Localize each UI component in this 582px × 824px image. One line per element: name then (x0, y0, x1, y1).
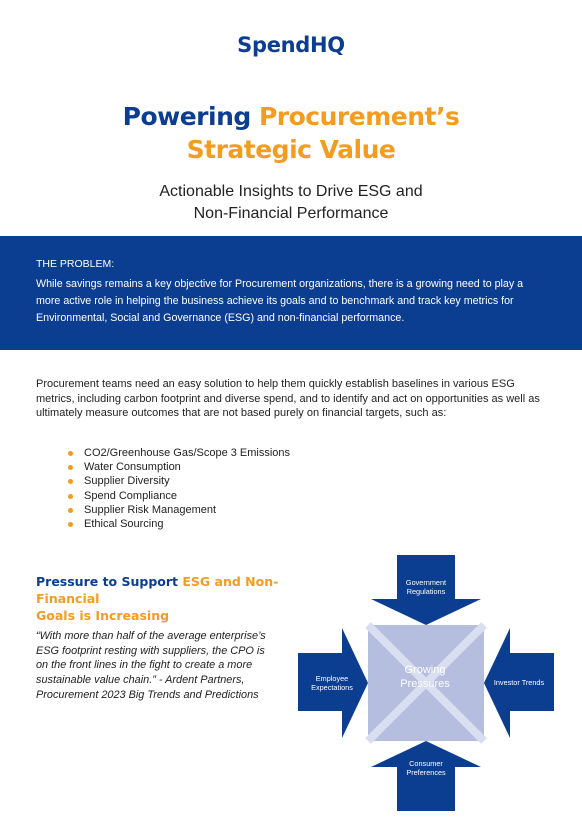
subtitle-line-1: Actionable Insights to Drive ESG and (159, 183, 423, 200)
label-investor-trends: Investor Trends (493, 678, 545, 687)
center-label (380, 663, 470, 691)
pressure-heading-orange-1: ESG and Non-Financial (36, 574, 279, 606)
page-title (0, 100, 582, 166)
list-item (68, 503, 290, 517)
problem-text: While savings remains a key objective for Procurement organizations, there is a growing need to play a more active role in helping the business achieve its goals and to benchmark and track key metrics for Environmental, Social and Governance (ESG) and non-financial performance. (36, 278, 524, 324)
intro-paragraph: Procurement teams need an easy solution to help them quickly establish baselines in various ESG metrics, including carbon footprint and diverse spend, and to identify and act on opportunities as well as ultimately measure outcomes that are not based purely on financial targets, such as: (36, 378, 540, 419)
metrics-list (68, 446, 290, 531)
label-line: Regulations (406, 587, 446, 596)
label-line: Consumer (409, 759, 443, 768)
bullet-dot-icon (68, 465, 73, 470)
title-part-strategic-value: Strategic Value (186, 135, 396, 164)
list-item (68, 446, 290, 460)
spendhq-logo: SpendHQ (237, 33, 345, 57)
list-item-label: CO2/Greenhouse Gas/Scope 3 Emissions (84, 447, 291, 459)
label-line: Employee (315, 674, 349, 683)
list-item-label: Supplier Diversity (84, 475, 170, 488)
title-part-procurement: Procurement’s (258, 102, 460, 131)
label-line: Expectations (311, 683, 353, 692)
pressure-heading (36, 573, 336, 624)
list-item-label: Water Consumption (84, 461, 181, 474)
label-line: Preferences (406, 768, 446, 777)
list-item-label: Ethical Sourcing (84, 518, 164, 531)
bullet-dot-icon (68, 479, 73, 484)
list-item (68, 517, 290, 531)
bullet-dot-icon (68, 508, 73, 513)
list-item (68, 489, 290, 503)
list-item (68, 460, 290, 474)
center-label-line-2: Pressures (400, 678, 450, 690)
pressure-heading-dark: Pressure to Support (36, 574, 183, 589)
subtitle-line-2: Non-Financial Performance (193, 205, 389, 222)
bullet-dot-icon (68, 522, 73, 527)
center-label-line-1: Growing (404, 664, 446, 676)
list-item-label: Supplier Risk Management (84, 503, 217, 516)
problem-banner (0, 236, 582, 350)
label-line: Government (405, 578, 447, 587)
label-employee-expectations (300, 674, 364, 692)
list-item-label: Spend Compliance (84, 489, 177, 502)
page-subtitle (0, 181, 582, 225)
problem-heading: THE PROBLEM: (36, 258, 115, 270)
list-item (68, 474, 290, 488)
label-consumer-preferences (388, 759, 464, 777)
growing-pressures-diagram (298, 555, 554, 811)
label-government-regulations (388, 578, 464, 596)
bullet-dot-icon (68, 494, 73, 499)
bullet-dot-icon (68, 451, 73, 456)
quote-text: “With more than half of the average enterprise’s ESG footprint resting with suppliers, the CPO is on the front lines in the fight to create a more sustainable value chain.” - Ardent Partners, Procurement 2023 Big Trends and Predictions (36, 630, 266, 701)
title-part-powering: Powering (122, 102, 259, 131)
pressure-heading-orange-2: Goals is Increasing (36, 608, 170, 623)
